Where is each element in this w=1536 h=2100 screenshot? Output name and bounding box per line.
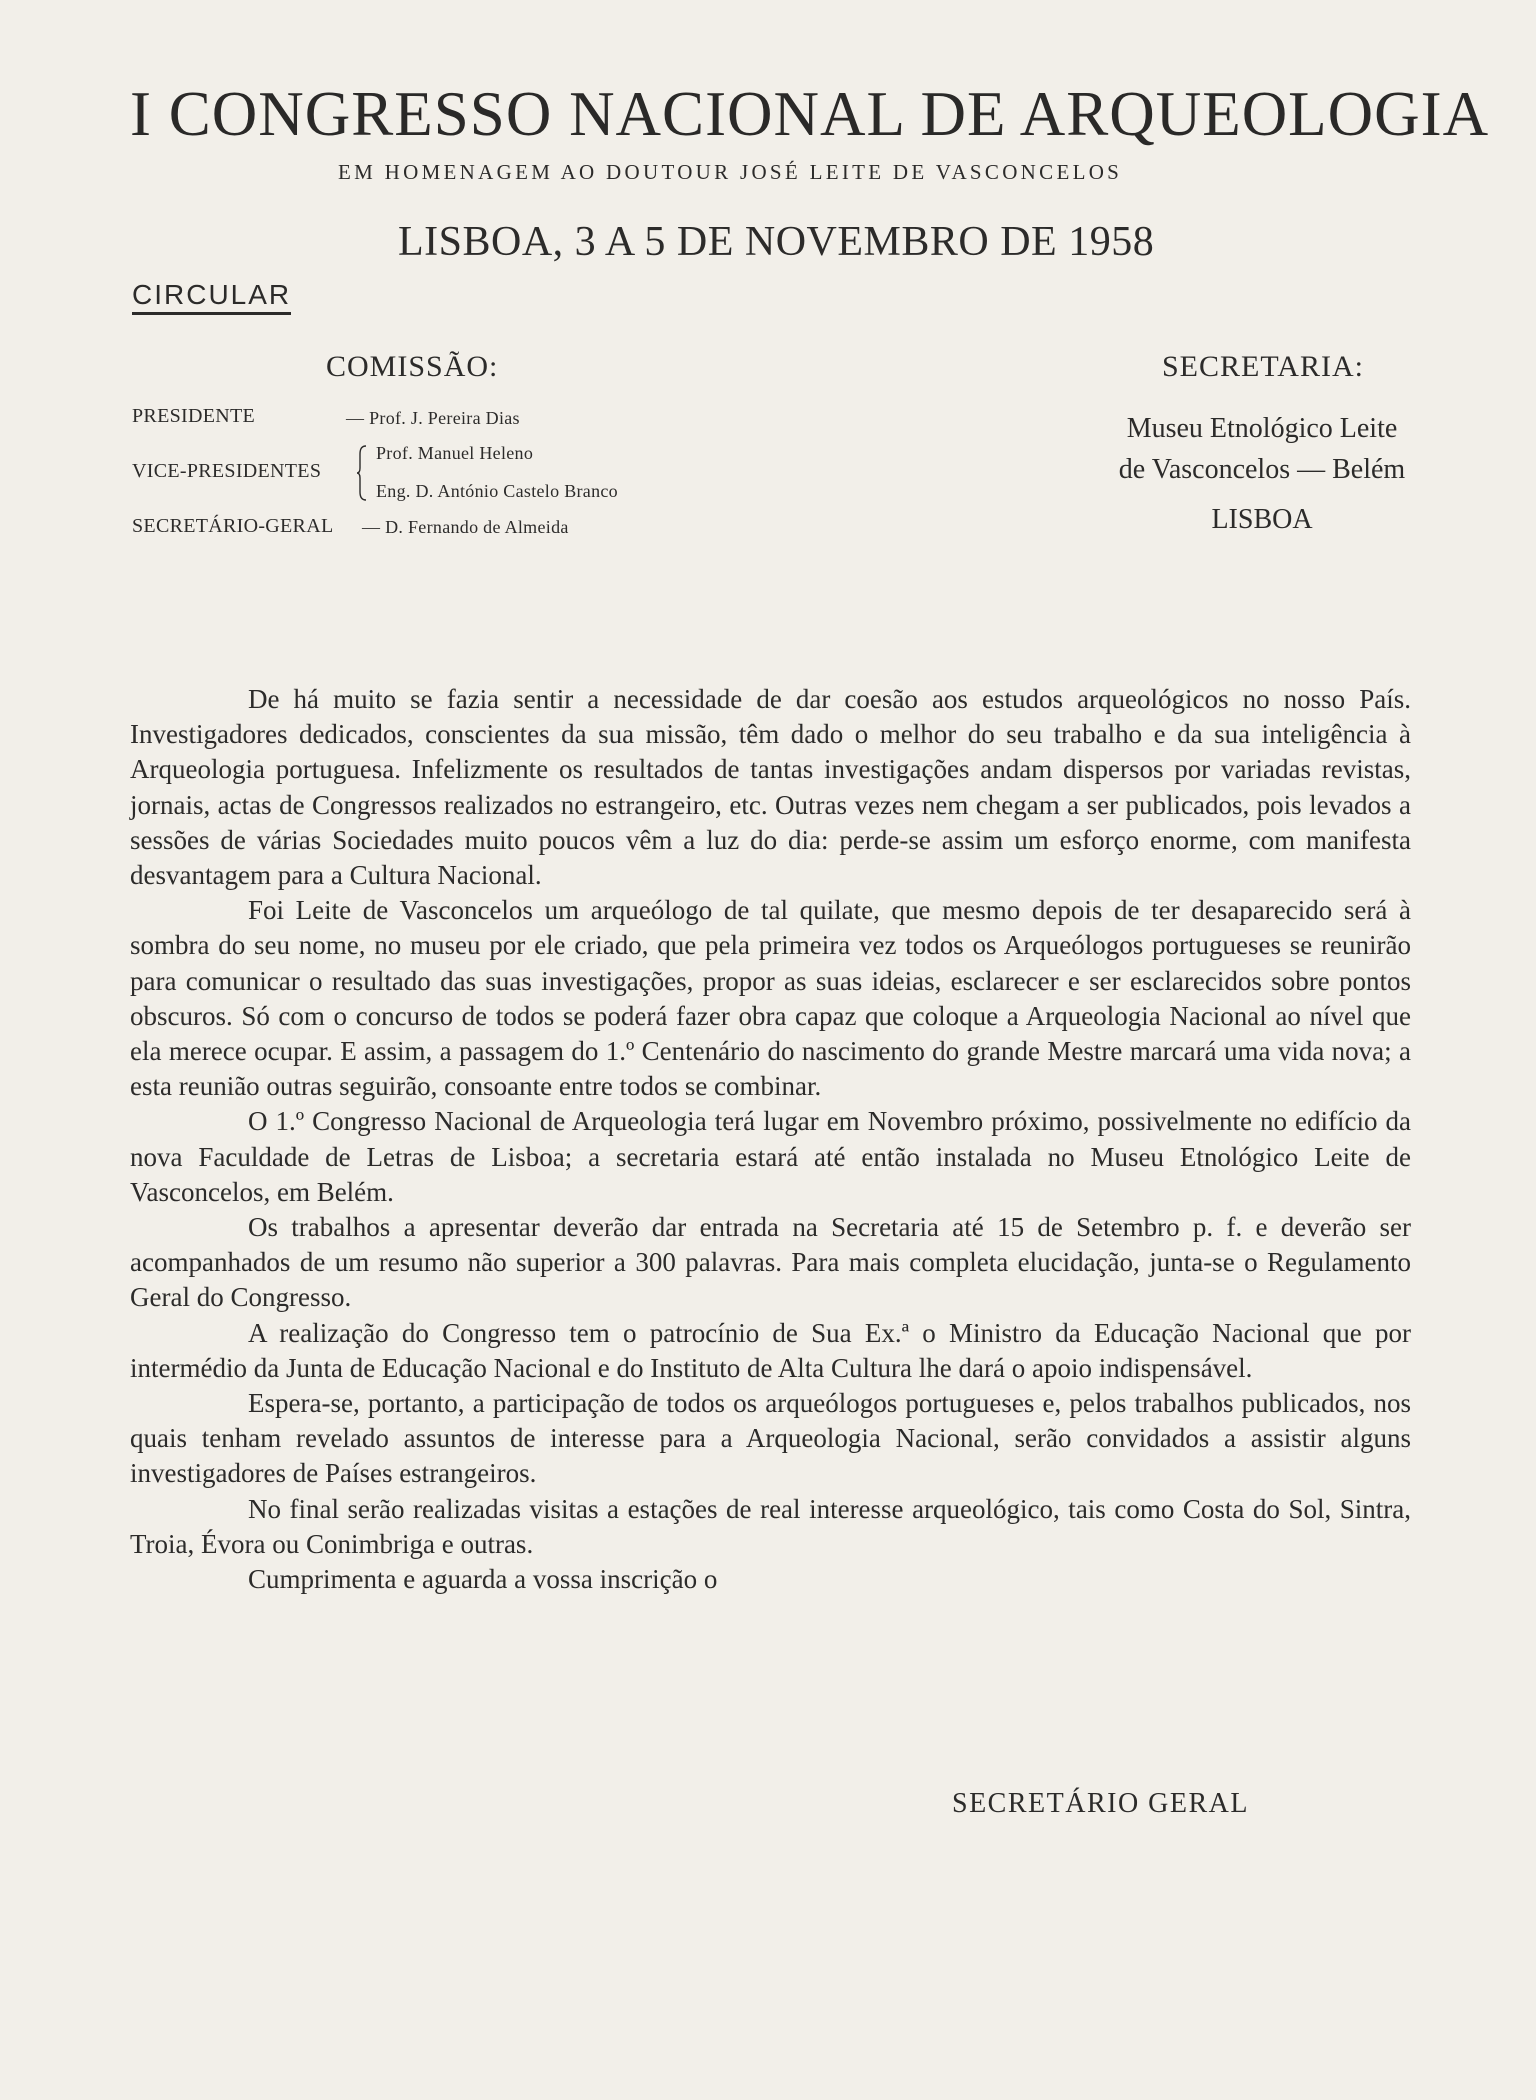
commission-heading: COMISSÃO: xyxy=(326,350,499,383)
secretary-general-name: — D. Fernando de Almeida xyxy=(362,517,569,537)
secretary-general-role: SECRETÁRIO-GERAL xyxy=(132,515,334,537)
signature-line: SECRETÁRIO GERAL xyxy=(952,1788,1249,1819)
vice-presidents-role: VICE-PRESIDENTES xyxy=(132,460,322,482)
vice-president-1: Prof. Manuel Heleno xyxy=(376,443,534,463)
secretariat-heading: SECRETARIA: xyxy=(1162,350,1364,383)
president-role: PRESIDENTE xyxy=(132,405,255,427)
body-paragraph: A realização do Congresso tem o patrocínio de Sua Ex.ª o Ministro da Educação Nacional que por intermédio da Junta de Educação Nacional e do Instituto de Alta Cultura lhe dará o apoio indispensável. xyxy=(130,1317,1411,1383)
document-title: I CONGRESSO NACIONAL DE ARQUEOLOGIA xyxy=(130,79,1490,149)
body-paragraph: Os trabalhos a apresentar deverão dar entrada na Secretaria até 15 de Setembro p. f. e deverão ser acompanhados de um resumo não superior a 300 palavras. Para mais completa elucidação, junta-se o Regulamento Geral do Congresso. xyxy=(130,1212,1411,1313)
body-paragraph: Foi Leite de Vasconcelos um arqueólogo de tal quilate, que mesmo depois de ter desaparecido será à sombra do seu nome, no museu por ele criado, que pela primeira vez todos os Arqueólogos portugueses se reunirão para comunicar o resultado das suas investigações, propor as suas ideias, esclarecer e ser esclarecidos sobre pontos obscuros. Só com o concurso de todos se poderá fazer obra capaz que coloque a Arqueologia Nacional ao nível que ela merece ocupar. E assim, a passagem do 1.º Centenário do nascimento do grande Mestre marcará uma vida nova; a esta reunião outras seguirão, consoante entre todos se combinar. xyxy=(130,895,1411,1102)
event-dateline: LISBOA, 3 A 5 DE NOVEMBRO DE 1958 xyxy=(398,219,1155,265)
secretariat-line-2: de Vasconcelos — Belém xyxy=(1118,454,1406,485)
circular-label: CIRCULAR xyxy=(132,280,291,315)
president-name: — Prof. J. Pereira Dias xyxy=(346,408,520,428)
body-paragraph: No final serão realizadas visitas a estações de real interesse arqueológico, tais como Costa do Sol, Sintra, Troia, Évora ou Conimbriga e outras. xyxy=(130,1493,1411,1559)
brace-icon xyxy=(357,444,367,502)
body-paragraph: O 1.º Congresso Nacional de Arqueologia terá lugar em Novembro próximo, possivelmente no edifício da nova Faculdade de Letras de Lisboa; a secretaria estará até então instalada no Museu Etnológico Leite de Vasconcelos, em Belém. xyxy=(130,1106,1411,1207)
secretariat-line-3: LISBOA xyxy=(1211,504,1313,535)
circular-body xyxy=(130,682,1411,1597)
document-subtitle: EM HOMENAGEM AO DOUTOUR JOSÉ LEITE DE VASCONCELOS xyxy=(338,160,1123,184)
vice-president-2: Eng. D. António Castelo Branco xyxy=(376,481,618,501)
body-paragraph: Cumprimenta e aguarda a vossa inscrição o xyxy=(248,1564,718,1595)
body-paragraph: De há muito se fazia sentir a necessidade de dar coesão aos estudos arqueológicos no nosso País. Investigadores dedicados, conscientes da sua missão, têm dado o melhor do seu trabalho e da sua inteligência à Arqueologia portuguesa. Infelizmente os resultados de tantas investigações andam dispersos por variadas revistas, jornais, actas de Congressos realizados no estrangeiro, etc. Outras vezes nem chegam a ser publicados, pois levados a sessões de várias Sociedades muito poucos vêm a luz do dia: perde-se assim um esforço enorme, com manifesta desvantagem para a Cultura Nacional. xyxy=(130,684,1411,891)
body-paragraph: Espera-se, portanto, a participação de todos os arqueólogos portugueses e, pelos trabalhos publicados, nos quais tenham revelado assuntos de interesse para a Arqueologia Nacional, serão convidados a assistir alguns investigadores de Países estrangeiros. xyxy=(130,1388,1411,1489)
secretariat-line-1: Museu Etnológico Leite xyxy=(1126,413,1398,444)
